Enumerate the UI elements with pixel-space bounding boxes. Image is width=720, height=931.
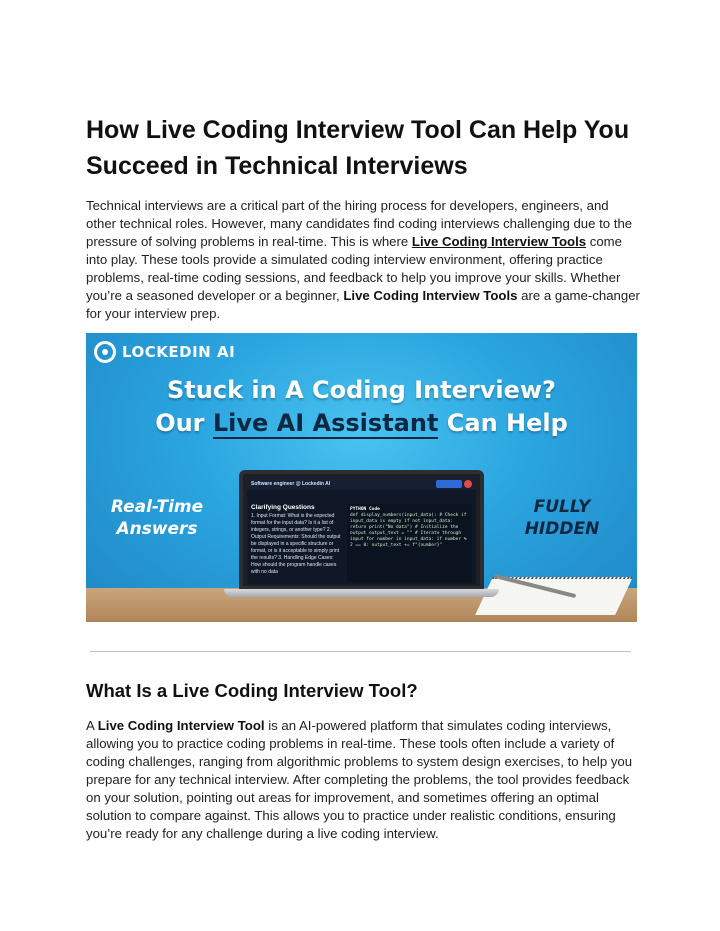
section-divider (90, 651, 631, 652)
intro-text-1: Technical interviews are a critical part of the hiring process for developers, engineers, and other technical roles. However, many candidates find coding interviews challenging due to the pressure of solving problems in real-time. This is where (86, 198, 633, 249)
hero-headline-1: Stuck in A Coding Interview? (167, 376, 556, 404)
intro-text-3: are a game-changer for your interview prep. (86, 288, 640, 321)
intro-text-2: come into play. These tools provide a simulated coding interview environment, offering practice problems, real-time coding sessions, and feedback to help you improve your skills. Whether you’re a seasoned developer or a beginner, (86, 234, 622, 303)
section-bold-term: Live Coding Interview Tool (97, 718, 265, 733)
laptop-base (224, 589, 499, 597)
section-text-2: is an AI-powered platform that simulates coding interviews, allowing you to practice coding problems in real-time. These tools often include a variety of coding challenges, ranging from algorithmic problems to system design exercises, to help you prepare for any technical interview. After completing the problems, the tool provides feedback on your solution, pointing out areas for improvement, and sometimes offering an optimal solution to compare against. This allows you to practice under realistic conditions, ensuring you’re ready for any challenge during a live coding interview. (86, 718, 633, 841)
laptop-illustration (239, 470, 484, 590)
section-text-1: A (86, 718, 98, 733)
target-icon (94, 341, 116, 363)
intro-paragraph (86, 197, 642, 323)
fully-hidden-label: FULLY HIDDEN (524, 497, 600, 539)
screen-title: Software engineer @ Lockedin AI (247, 478, 476, 490)
hero-headline-2 (86, 408, 637, 438)
hero-image (86, 333, 637, 622)
headline-highlight: Live AI Assistant (212, 409, 439, 437)
laptop-screen (247, 478, 476, 584)
notebook-illustration (475, 577, 633, 615)
stop-button-illustration (436, 480, 462, 488)
lockedin-logo (94, 341, 235, 363)
screen-left-pane (251, 504, 343, 576)
intro-bold-term: Live Coding Interview Tools (343, 288, 518, 303)
screen-code-title: PYTHON Code (350, 507, 380, 512)
section-paragraph (86, 717, 642, 843)
live-coding-tools-link[interactable]: Live Coding Interview Tools (411, 234, 587, 249)
record-icon (464, 480, 472, 488)
screen-code-pane (347, 504, 472, 582)
headline-part-c: Can Help (438, 409, 568, 437)
screen-left-title: Clarifying Questions (251, 504, 315, 511)
headline-part-a: Our (155, 409, 213, 437)
section-heading: What Is a Live Coding Interview Tool? (86, 680, 418, 701)
screen-code-text: def display_numbers(input_data): # Check if input_data is empty if not input_data: return print("No data") # Initialize the output output_text = "" # Iterate through input for number in input_data: if number % 2 == 0: output_text += f"{number}" (350, 513, 467, 548)
page-title: How Live Coding Interview Tool Can Help You Succeed in Technical Interviews (86, 116, 630, 180)
screen-left-text: 1. Input Format: What is the expected format for the input data? Is it a list of integers, strings, or another type? 2. Output Requirements: Should the output be displayed in a specific structure or format, or is it acceptable to simply print the results? 3. Handling Edge Cases: How should the program handle cases with no data (251, 513, 341, 575)
real-time-answers-label: Real-Time Answers (110, 497, 204, 539)
logo-text: LOCKEDIN AI (122, 343, 236, 361)
